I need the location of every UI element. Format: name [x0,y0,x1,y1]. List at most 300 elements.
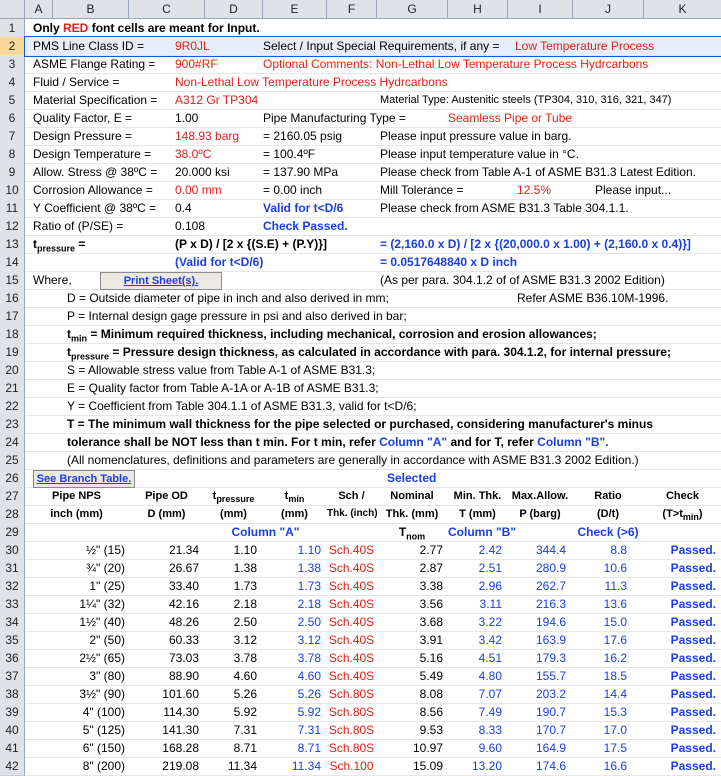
selected-label: Selected [387,471,437,485]
table-row [25,721,721,740]
tu-ratio: (D/t) [597,508,619,520]
cell-min-thk: 2.96 [478,579,502,593]
cell-min-thk: 2.51 [478,561,502,575]
tu-check-close: ) [698,508,703,520]
cell-min-thk: 7.49 [478,705,502,719]
cell-tpressure: 3.12 [233,633,257,647]
cell-ratio: 16.2 [603,651,627,665]
tu-pipe-od: D (mm) [147,508,186,520]
cell-check-status: Passed. [670,579,716,593]
row-24 [25,433,721,452]
cell-nominal-thk: 3.91 [419,633,443,647]
row-12 [25,217,721,236]
cell-pipe-nps: 6" (150) [82,741,125,755]
row-2 [25,37,721,56]
tnom-label [377,523,447,541]
col-header-h[interactable]: H [448,0,508,18]
quality-factor-label: Quality Factor, E = [33,111,133,125]
material-type-text: Material Type: Austenitic steels (TP304, 310, 316, 321, 347) [380,94,672,106]
cell-check-status: Passed. [670,759,716,773]
cell-min-thk: 7.07 [478,687,502,701]
row-14 [25,253,721,272]
table-row [25,595,721,614]
row-header-29[interactable]: 29 [0,523,25,542]
where-label: Where, [33,273,72,287]
cell-schedule: Sch.100 [329,759,374,773]
def-tpressure [67,343,671,361]
y-coefficient-value: 0.4 [175,201,192,215]
tnom-t: T [398,525,407,539]
cell-min-thk: 3.11 [479,597,502,611]
tpressure-label [33,235,85,253]
cell-nominal-thk: 8.56 [419,705,443,719]
row-5 [25,91,721,110]
def-tmin-sub: min [71,333,88,344]
cell-ratio: 16.6 [603,759,627,773]
cell-nominal-thk: 15.09 [412,759,443,773]
cell-nominal-thk: 2.77 [419,543,443,557]
cell-check-status: Passed. [670,741,716,755]
table-row [25,667,721,686]
col-header-g[interactable]: G [377,0,448,18]
tu-nominal: Thk. (mm) [385,508,439,520]
cell-tmin: 3.78 [297,651,321,665]
nomenclature-note: (All nomenclatures, definitions and parameters are generally in accordance with ASME B31.3 2002 Edition.) [67,453,639,467]
row-header-16[interactable]: 16 [0,289,25,308]
cell-min-thk: 4.51 [478,651,502,665]
table-row [25,613,721,632]
table-row [25,631,721,650]
row-header-22[interactable]: 22 [0,397,25,416]
row-8 [25,145,721,164]
cell-nominal-thk: 3.38 [419,579,443,593]
cell-pipe-od: 101.60 [162,687,199,701]
design-pressure-label: Design Pressure = [33,129,133,143]
th-max-allow: Max.Allow. [511,490,569,502]
material-spec-input[interactable]: A312 Gr TP304 [175,93,259,107]
cell-check-status: Passed. [670,705,716,719]
cell-tpressure: 3.78 [233,651,257,665]
col-header-d[interactable]: D [205,0,263,18]
allow-stress-mpa: = 137.90 MPa [263,165,339,179]
cell-max-allow-p: 262.7 [535,579,566,593]
def-e: E = Quality factor from Table A-1A or A-1B of ASME B31.3; [67,381,379,395]
row-header-21[interactable]: 21 [0,379,25,398]
row-26 [25,469,721,488]
select-all-corner[interactable] [0,0,25,18]
row-22 [25,397,721,416]
corrosion-input[interactable]: 0.00 mm [175,183,222,197]
row-header-5[interactable]: 5 [0,91,25,110]
cell-ratio: 15.0 [603,615,627,629]
col-header-a[interactable]: A [25,0,53,18]
row-header-40[interactable]: 40 [0,721,25,740]
cell-ratio: 13.6 [603,597,627,611]
cell-tpressure: 8.71 [233,741,257,755]
th-tpressure-t: t [212,490,217,502]
cell-min-thk: 3.22 [478,615,502,629]
cell-min-thk: 9.60 [478,741,502,755]
ratio-value: 0.108 [175,219,206,233]
ratio-label: Ratio of (P/SE) = [33,219,124,233]
row-header-1[interactable]: 1 [0,19,25,38]
tu-check-sub: min [682,512,699,523]
cell-max-allow-p: 179.3 [535,651,566,665]
col-header-e[interactable]: E [263,0,327,18]
row-header-14[interactable]: 14 [0,253,25,272]
table-row [25,757,721,776]
design-temp-label: Design Temperature = [33,147,152,161]
cell-pipe-nps: 1" (25) [89,579,125,593]
th-tmin [263,487,326,505]
row-header-8[interactable]: 8 [0,145,25,164]
def-tpressure-text: = Pressure design thickness, as calculated in accordance with para. 304.1.2, for internal pressure; [109,345,671,359]
cell-pipe-nps: 1½" (40) [79,615,125,629]
cell-ratio: 18.5 [603,669,627,683]
cell-check-status: Passed. [670,687,716,701]
cell-pipe-od: 26.67 [168,561,199,575]
column-a-label: Column "A" [231,525,300,539]
cell-max-allow-p: 344.4 [535,543,566,557]
row-header-19[interactable]: 19 [0,343,25,362]
cell-nominal-thk: 9.53 [419,723,443,737]
cell-check-status: Passed. [670,723,716,737]
col-header-j[interactable]: J [573,0,644,18]
flange-rating-label: ASME Flange Rating = [33,57,156,71]
def-tpressure-sub: pressure [71,351,110,362]
cell-ratio: 17.5 [603,741,627,755]
row-header-28[interactable]: 28 [0,505,25,524]
col-header-k[interactable]: K [644,0,721,18]
th-pipe-nps: Pipe NPS [52,490,101,502]
cell-nominal-thk: 5.16 [419,651,443,665]
cell-tmin: 5.26 [297,687,321,701]
row-21 [25,379,721,398]
row-header-15[interactable]: 15 [0,271,25,290]
row-10 [25,181,721,200]
cell-pipe-nps: 2" (50) [89,633,125,647]
row-28-table-units [25,505,721,524]
th-sch: Sch / [338,490,365,502]
cell-ratio: 8.8 [610,543,627,557]
cell-tmin: 7.31 [297,723,321,737]
row-header-35[interactable]: 35 [0,631,25,650]
fluid-service-input[interactable]: Non-Lethal Low Temperature Process Hydrcarbons [175,75,448,89]
row-7 [25,127,721,146]
tu-max-allow: P (barg) [519,508,561,520]
cell-tpressure: 2.50 [233,615,257,629]
cell-tpressure: 7.31 [233,723,257,737]
cell-schedule: Sch.40S [328,543,375,557]
th-nominal: Nominal [390,490,434,502]
row-header-32[interactable]: 32 [0,577,25,596]
cell-check-status: Passed. [670,633,716,647]
row-header-30[interactable]: 30 [0,541,25,560]
cell-schedule: Sch.40S [328,597,375,611]
row-header-12[interactable]: 12 [0,217,25,236]
cell-schedule: Sch.40S [328,579,375,593]
cell-tpressure: 1.10 [233,543,257,557]
cell-min-thk: 3.42 [478,633,502,647]
cell-schedule: Sch.40S [328,651,375,665]
cell-pipe-od: 168.28 [162,741,199,755]
def-tmin [67,325,597,343]
cell-nominal-thk: 8.08 [419,687,443,701]
design-temp-f: = 100.4ºF [263,147,316,161]
cell-tpressure: 2.18 [233,597,257,611]
cell-ratio: 11.3 [604,579,627,593]
th-tmin-t: t [284,490,289,502]
cell-pipe-nps: 1¼" (32) [79,597,125,611]
quality-factor-value: 1.00 [175,111,199,125]
row-header-20[interactable]: 20 [0,361,25,380]
mill-tolerance-input[interactable]: 12.5% [517,183,552,197]
design-pressure-psig: = 2160.05 psig [263,129,343,143]
row-header-25[interactable]: 25 [0,451,25,470]
y-valid-note: Valid for t<D/6 [263,201,344,215]
row-header-36[interactable]: 36 [0,649,25,668]
tpressure-t: t [33,237,37,251]
def-tmin-t: t [67,327,71,341]
column-header-bar [0,0,721,19]
cell-max-allow-p: 155.7 [535,669,566,683]
th-min-thk: Min. Thk. [453,490,502,502]
row-25 [25,451,721,470]
col-header-b[interactable]: B [53,0,129,18]
table-row [25,703,721,722]
row-header-17[interactable]: 17 [0,307,25,326]
special-req-input[interactable]: Low Temperature Process [515,39,655,53]
th-tpressure [205,487,262,505]
cell-tpressure: 1.38 [233,561,257,575]
design-pressure-input[interactable]: 148.93 barg [175,129,240,143]
optional-comments-input[interactable]: Optional Comments: Non-Lethal Low Temperature Process Hydrcarbons [263,57,649,71]
row-6 [25,109,721,128]
cell-pipe-od: 33.40 [168,579,199,593]
row-15 [25,271,721,290]
allow-stress-note: Please check from Table A-1 of ASME B31.3 Latest Edition. [380,165,696,179]
cell-pipe-nps: 3½" (90) [79,687,125,701]
ratio-check-status: Check Passed. [263,219,348,233]
cell-max-allow-p: 164.9 [535,741,566,755]
tpressure-valid-note: (Valid for t<D/6) [175,255,264,269]
cell-tmin: 1.73 [297,579,321,593]
cell-nominal-thk: 10.97 [412,741,443,755]
tu-min-thk: T (mm) [459,508,496,520]
cell-pipe-nps: 5" (125) [82,723,125,737]
def-t: T = The minimum wall thickness for the pipe selected or purchased, considering manufacturer's minus [67,417,653,431]
def-tpressure-t: t [67,345,71,359]
cell-pipe-nps: 8" (200) [82,759,125,773]
row-header-23[interactable]: 23 [0,415,25,434]
cell-ratio: 14.4 [603,687,627,701]
row-4 [25,73,721,92]
cell-min-thk: 4.80 [478,669,502,683]
table-row [25,577,721,596]
row-11 [25,199,721,218]
col-header-i[interactable]: I [508,0,573,18]
col-header-c[interactable]: C [129,0,205,18]
def-d-ref: Refer ASME B36.10M-1996. [517,291,669,305]
flange-rating-input[interactable]: 900#RF [175,57,218,71]
note-suffix: font cells are meant for Input. [88,21,260,35]
cell-max-allow-p: 280.9 [535,561,566,575]
cell-ratio: 17.6 [603,633,627,647]
cell-tmin: 11.34 [291,759,321,773]
row-header-2[interactable]: 2 [0,37,25,56]
row-header-38[interactable]: 38 [0,685,25,704]
cell-check-status: Passed. [670,651,716,665]
row-header-24[interactable]: 24 [0,433,25,452]
row-header-7[interactable]: 7 [0,127,25,146]
row-header-39[interactable]: 39 [0,703,25,722]
line-class-label: PMS Line Class ID = [33,39,145,53]
table-row [25,649,721,668]
cell-ratio: 10.6 [603,561,627,575]
cell-check-status: Passed. [670,543,716,557]
cell-tmin: 4.60 [297,669,321,683]
def-d: D = Outside diameter of pipe in inch and also derived in mm; [67,291,389,305]
cell-schedule: Sch.80S [328,741,375,755]
cell-tmin: 1.38 [297,561,321,575]
row-17 [25,307,721,326]
row-27-table-header [25,487,721,506]
cell-max-allow-p: 170.7 [535,723,566,737]
cell-tpressure: 5.92 [233,705,257,719]
cell-nominal-thk: 3.68 [419,615,443,629]
cell-tmin: 3.12 [297,633,321,647]
cell-check-status: Passed. [670,615,716,629]
row-29 [25,523,721,542]
cell-pipe-od: 73.03 [168,651,199,665]
line-class-input[interactable]: 9R0JL [175,39,210,53]
special-req-label: Select / Input Special Requirements, if any = [263,39,500,53]
cell-ratio: 17.0 [603,723,627,737]
def-p: P = Internal design gage pressure in psi and also derived in bar; [67,309,407,323]
row-header-6[interactable]: 6 [0,109,25,128]
def-t-cont-a: tolerance shall be NOT less than t min. For t min, refer [67,435,380,449]
allow-stress-value: 20.000 ksi [175,165,230,179]
def-y: Y = Coefficient from Table 304.1.1 of ASME B31.3, valid for t<D/6; [67,399,417,413]
row-13 [25,235,721,254]
cell-check-status: Passed. [670,597,716,611]
cell-pipe-od: 42.16 [168,597,199,611]
row-header-18[interactable]: 18 [0,325,25,344]
cell-pipe-od: 114.30 [163,705,199,719]
print-sheets-button[interactable]: Print Sheet(s). [100,272,222,290]
fluid-service-label: Fluid / Service = [33,75,120,89]
row-header-3[interactable]: 3 [0,55,25,74]
row-header-9[interactable]: 9 [0,163,25,182]
cell-tpressure: 1.73 [233,579,257,593]
mill-tolerance-note: Please input... [595,183,672,197]
cell-nominal-thk: 2.87 [419,561,443,575]
cell-schedule: Sch.80S [328,723,375,737]
def-tmin-text: = Minimum required thickness, including mechanical, corrosion and erosion allowances; [87,327,597,341]
row-3 [25,55,721,74]
cell-max-allow-p: 216.3 [535,597,566,611]
cell-max-allow-p: 203.2 [535,687,566,701]
cell-tmin: 1.10 [297,543,321,557]
cell-pipe-od: 48.26 [168,615,199,629]
row-16 [25,289,721,308]
row-header-26[interactable]: 26 [0,469,25,488]
tu-check [644,505,721,523]
row-9 [25,163,721,182]
material-spec-label: Material Specification = [33,93,158,107]
manufacturing-type-label: Pipe Manufacturing Type = [263,111,406,125]
y-coefficient-label: Y Coefficient @ 38ºC = [33,201,157,215]
row-header-4[interactable]: 4 [0,73,25,92]
cell-min-thk: 2.42 [478,543,502,557]
row-header-10[interactable]: 10 [0,181,25,200]
column-a-ref: Column "A" [379,435,448,449]
tpressure-substituted: = (2,160.0 x D) / [2 x {(20,000.0 x 1.00) + (2,160.0 x 0.4)}] [380,237,691,251]
cell-pipe-nps: ½" (15) [86,543,125,557]
design-temp-note: Please input temperature value in °C. [380,147,579,161]
design-temp-input[interactable]: 38.0ºC [175,147,212,161]
row-header-34[interactable]: 34 [0,613,25,632]
tpressure-result: = 0.0517648840 x D inch [380,255,518,269]
input-note [33,19,260,37]
para-reference: (As per para. 304.1.2 of of ASME B31.3 2002 Edition) [380,273,665,287]
cell-pipe-od: 88.90 [168,669,199,683]
tu-pipe-nps: inch (mm) [50,508,103,520]
cell-tmin: 5.92 [297,705,321,719]
row-header-42[interactable]: 42 [0,757,25,776]
cell-schedule: Sch.40S [328,561,375,575]
row-header-37[interactable]: 37 [0,667,25,686]
cell-max-allow-p: 190.7 [535,705,566,719]
table-row [25,739,721,758]
cell-pipe-nps: 3" (80) [89,669,125,683]
row-19 [25,343,721,362]
row-header-41[interactable]: 41 [0,739,25,758]
row-header-27[interactable]: 27 [0,487,25,506]
cell-ratio: 15.3 [603,705,627,719]
cell-check-status: Passed. [670,561,716,575]
cell-schedule: Sch.80S [328,705,375,719]
table-row [25,559,721,578]
manufacturing-type-input[interactable]: Seamless Pipe or Tube [448,111,573,125]
cell-check-status: Passed. [670,669,716,683]
corrosion-label: Corrosion Allowance = [33,183,153,197]
row-header-11[interactable]: 11 [0,199,25,218]
note-red-word: RED [63,21,89,35]
design-pressure-note: Please input pressure value in barg. [380,129,572,143]
cell-pipe-nps: ¾" (20) [86,561,125,575]
tpressure-sub: pressure [37,243,76,254]
cell-min-thk: 13.20 [471,759,502,773]
see-branch-table-button[interactable]: See Branch Table. [33,470,135,488]
allow-stress-label: Allow. Stress @ 38ºC = [33,165,158,179]
def-t-cont [67,433,609,451]
table-row [25,541,721,560]
cell-pipe-nps: 2½" (65) [79,651,125,665]
def-t-cont-b: and for T, refer [447,435,538,449]
row-header-13[interactable]: 13 [0,235,25,254]
row-header-31[interactable]: 31 [0,559,25,578]
mill-tolerance-label: Mill Tolerance = [380,183,464,197]
row-header-33[interactable]: 33 [0,595,25,614]
cell-schedule: Sch.40S [328,633,375,647]
cell-tpressure: 11.34 [227,759,257,773]
cell-pipe-od: 219.08 [162,759,199,773]
th-tmin-sub: min [288,494,305,505]
th-tpressure-sub: pressure [216,494,255,505]
tpressure-eq: = [75,237,86,251]
col-header-f[interactable]: F [327,0,377,18]
